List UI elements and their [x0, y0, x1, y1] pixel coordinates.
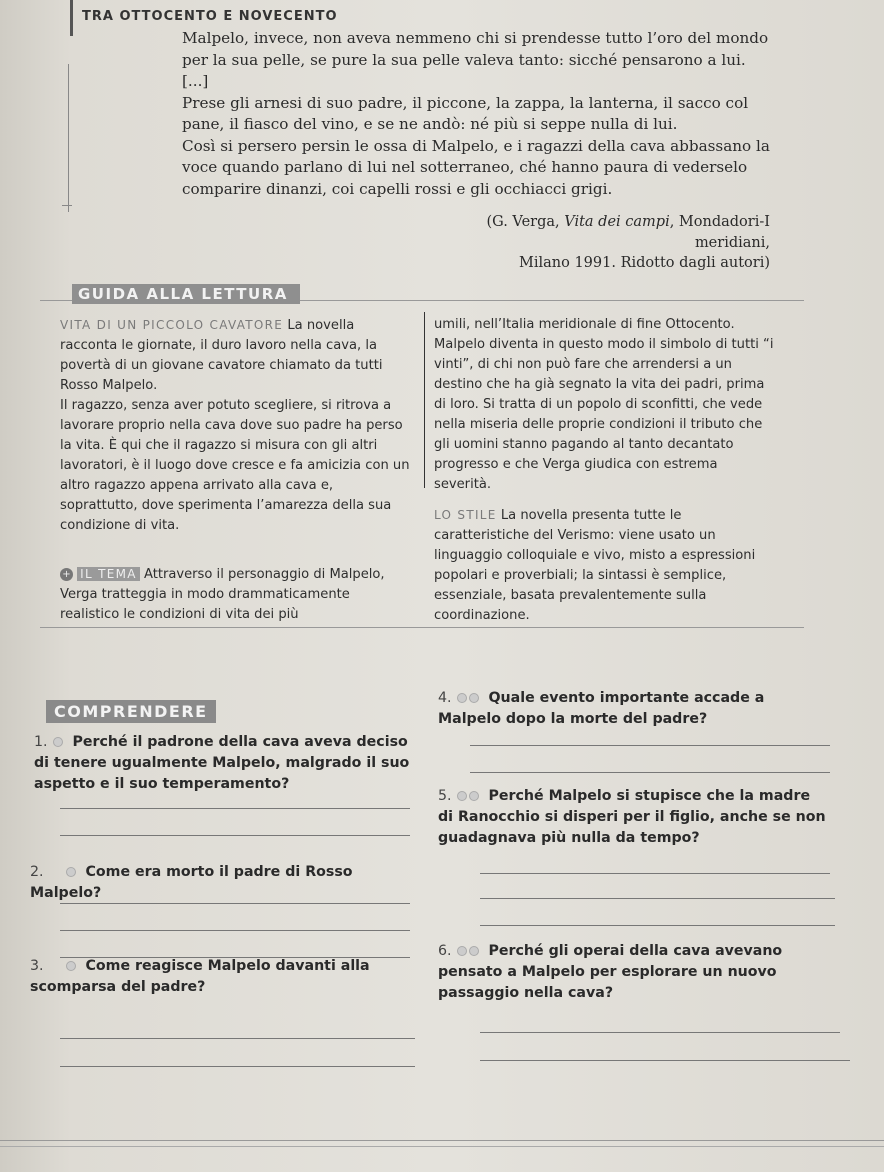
header-rule: [70, 0, 73, 36]
question-text: Come era morto il padre di Rosso Malpelo?: [30, 864, 353, 901]
question-text: Perché gli operai della cava avevano pensato a Malpelo per esplorare un nuovo passaggio nella cava?: [438, 943, 783, 1001]
stile-text: La novella presenta tutte le caratteristiche del Verismo: viene usato un linguaggio colloquiale e vivo, misto a espressioni popolari e proverbiali; la sintassi è semplice, essenziale, basata prevalentemente sulla coordinazione.: [434, 508, 756, 623]
answer-line[interactable]: [480, 873, 830, 874]
section-header: TRA OTTOCENTO E NOVECENTO: [82, 9, 338, 24]
stile-label: LO STILE: [434, 508, 497, 522]
question-text: Quale evento importante accade a Malpelo dopo la morte del padre?: [438, 690, 765, 727]
vita-label: VITA DI UN PICCOLO CAVATORE: [60, 318, 284, 332]
answer-line[interactable]: [60, 835, 410, 836]
guide-right-text: umili, nell’Italia meridionale di fine Ottocento. Malpelo diventa in questo modo il simbolo di tutti “i vinti”, di chi non può fare che arrendersi a un destino che ha già segnato la vita dei padri, prima di loro. Si tratta di un popolo di sconfitti, che vede nella miseria delle proprie condizioni il tributo che gli uomini stanno pagando al tanto decantato progresso e che Verga giudica con estrema severità.: [434, 317, 774, 492]
answer-line[interactable]: [470, 745, 830, 746]
question-text: Come reagisce Malpelo davanti alla scomparsa del padre?: [30, 958, 370, 995]
comprendere-title: COMPRENDERE: [46, 700, 216, 723]
question-number: 5.: [438, 788, 452, 804]
difficulty-dots: [456, 690, 480, 706]
difficulty-dots: [456, 788, 480, 804]
answer-line[interactable]: [470, 772, 830, 773]
answer-line[interactable]: [480, 898, 835, 899]
question-number: 6.: [438, 943, 452, 959]
guide-column-left: [60, 315, 410, 625]
margin-bracket-tick: [62, 205, 72, 206]
answer-line[interactable]: [60, 808, 410, 809]
difficulty-dot-icon: [53, 737, 63, 747]
answer-line[interactable]: [60, 1038, 415, 1039]
answer-line[interactable]: [480, 1032, 840, 1033]
difficulty-dots: [456, 943, 480, 959]
question-3: [30, 956, 390, 998]
question-number: 2.: [30, 864, 44, 880]
excerpt-paragraph: Malpelo, invece, non aveva nemmeno chi si prendesse tutto l’oro del mondo per la sua pelle, se pure la sua pelle valeva tanto: sicché pensarono a lui.: [182, 29, 769, 69]
citation: [440, 212, 770, 274]
margin-bracket: [68, 64, 69, 212]
answer-line[interactable]: [60, 930, 410, 931]
guide-column-right: [434, 315, 774, 626]
column-divider: [424, 312, 425, 488]
vita-text-2: Il ragazzo, senza aver potuto scegliere, si ritrova a lavorare proprio nella cava dove suo padre ha perso la vita. È qui che il ragazzo si misura con gli altri lavoratori, è il luogo dove cresce e fa amicizia con un altro ragazzo appena arrivato alla cava e, soprattutto, dove sperimenta l’amarezza della sua condizione di vita.: [60, 398, 410, 533]
difficulty-dot-icon: [66, 961, 76, 971]
question-6: [438, 941, 818, 1004]
question-4: [438, 688, 818, 730]
question-number: 3.: [30, 958, 44, 974]
question-5: [438, 786, 828, 849]
page-edge-line: [0, 1140, 884, 1141]
tema-label: IL TEMA: [77, 567, 140, 581]
difficulty-dot-icon: [469, 791, 479, 801]
question-text: Perché Malpelo si stupisce che la madre di Ranocchio si disperi per il figlio, anche se non guadagnava più nulla da tempo?: [438, 788, 826, 846]
difficulty-dot-icon: [457, 946, 467, 956]
answer-line[interactable]: [60, 1066, 415, 1067]
question-1: [34, 732, 424, 795]
citation-rest: , Mondadori-I meridiani,: [669, 214, 770, 251]
citation-title: Vita dei campi: [564, 214, 670, 230]
question-number: 4.: [438, 690, 452, 706]
question-number: 1.: [34, 734, 48, 750]
reading-guide-title: GUIDA ALLA LETTURA: [72, 284, 300, 304]
vita-text: La novella racconta le giornate, il duro lavoro nella cava, la povertà di un giovane cavatore chiamato da tutti Rosso Malpelo.: [60, 318, 383, 393]
excerpt-paragraph: Prese gli arnesi di suo padre, il piccone, la zappa, la lanterna, il sacco col pane, il fiasco del vino, e se ne andò: né più si seppe nulla di lui.: [182, 93, 749, 133]
answer-line[interactable]: [60, 903, 410, 904]
difficulty-dot-icon: [457, 693, 467, 703]
plus-circle-icon: +: [60, 568, 73, 581]
question-2: [30, 862, 420, 904]
difficulty-dot-icon: [66, 867, 76, 877]
difficulty-dot-icon: [457, 791, 467, 801]
citation-prefix: (G. Verga,: [486, 214, 565, 230]
page-edge-line: [0, 1146, 884, 1147]
answer-line[interactable]: [480, 1060, 850, 1061]
difficulty-dot-icon: [469, 946, 479, 956]
excerpt-ellipsis: [...]: [182, 72, 209, 90]
difficulty-dot-icon: [469, 693, 479, 703]
question-text: Perché il padrone della cava aveva deciso di tenere ugualmente Malpelo, malgrado il suo aspetto e il suo temperamento?: [34, 734, 410, 792]
novel-excerpt: [182, 28, 782, 200]
citation-line2: Milano 1991. Ridotto dagli autori): [519, 255, 770, 271]
tema-text: Attraverso il personaggio di Malpelo, Verga tratteggia in modo drammaticamente realistico le condizioni di vita dei più: [60, 567, 385, 622]
answer-line[interactable]: [480, 925, 835, 926]
excerpt-paragraph: Così si persero persin le ossa di Malpelo, e i ragazzi della cava abbassano la voce quando parlano di lui nel sotterraneo, ché hanno paura di vederselo comparire dinanzi, coi capelli rossi e gli occhiacci grigi.: [182, 136, 770, 198]
